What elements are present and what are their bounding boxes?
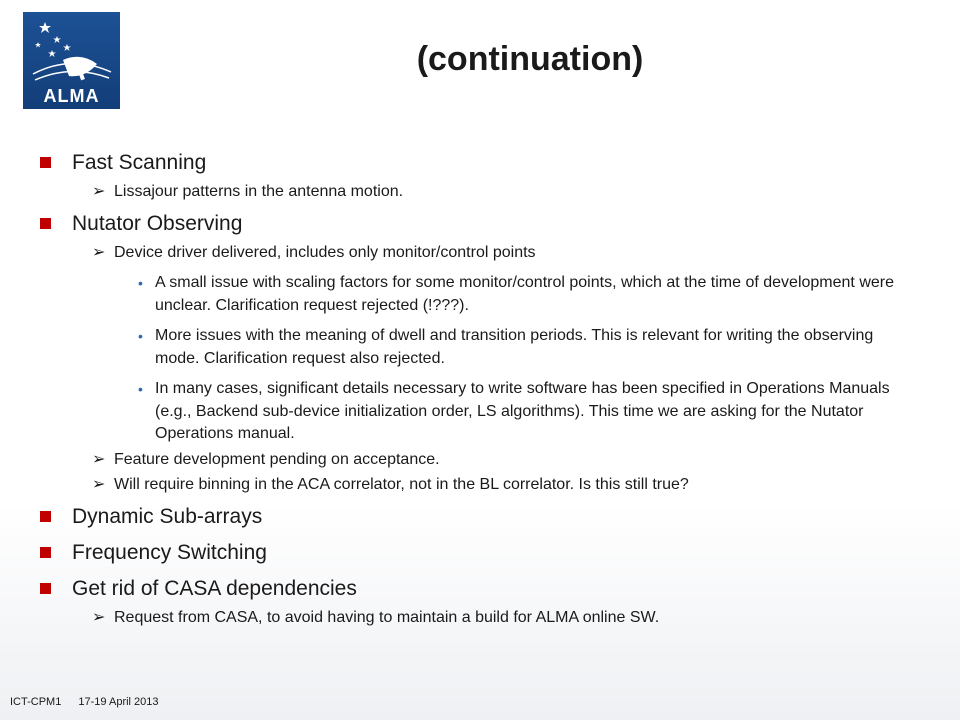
bullet-text: Dynamic Sub-arrays bbox=[72, 504, 263, 528]
bullet-level-1 bbox=[40, 504, 920, 529]
bullet-level-1 bbox=[40, 540, 920, 565]
square-bullet-icon bbox=[40, 157, 51, 168]
bullet-text: Nutator Observing bbox=[72, 212, 243, 235]
bullet-level-1 bbox=[40, 576, 920, 601]
bullet-level-2 bbox=[40, 243, 920, 263]
bullet-text: Will require binning in the ACA correlator, not in the BL correlator. Is this still true? bbox=[114, 475, 689, 493]
bullet-level-3 bbox=[40, 378, 920, 446]
arrow-bullet-icon: ➢ bbox=[92, 475, 106, 493]
bullet-text: Device driver delivered, includes only monitor/control points bbox=[114, 244, 536, 261]
arrow-bullet-icon: ➢ bbox=[92, 608, 106, 626]
bullet-level-2 bbox=[40, 608, 920, 628]
dot-bullet-icon: • bbox=[138, 381, 143, 397]
bullet-level-3 bbox=[40, 272, 920, 317]
square-bullet-icon bbox=[40, 218, 51, 229]
arrow-bullet-icon: ➢ bbox=[92, 450, 106, 468]
square-bullet-icon bbox=[40, 547, 51, 558]
bullet-text: A small issue with scaling factors for some monitor/control points, which at the time of development were unclear. Clarification request rejected (!???). bbox=[155, 274, 894, 314]
slide-content bbox=[40, 150, 920, 637]
bullet-text: Get rid of CASA dependencies bbox=[72, 576, 357, 600]
bullet-level-2 bbox=[40, 182, 920, 202]
logo-text: ALMA bbox=[43, 86, 100, 106]
bullet-level-1 bbox=[40, 211, 920, 236]
arrow-bullet-icon: ➢ bbox=[92, 183, 106, 200]
bullet-level-3 bbox=[40, 325, 920, 370]
bullet-text: Fast Scanning bbox=[72, 151, 207, 174]
footer bbox=[10, 696, 173, 708]
bullet-text: Feature development pending on acceptance. bbox=[114, 450, 440, 468]
bullet-level-2 bbox=[40, 450, 920, 470]
square-bullet-icon bbox=[40, 583, 51, 594]
dot-bullet-icon: • bbox=[138, 328, 143, 344]
bullet-level-2 bbox=[40, 475, 920, 495]
dot-bullet-icon: • bbox=[138, 275, 143, 291]
footer-event: ICT-CPM1 bbox=[10, 696, 62, 708]
bullet-level-1 bbox=[40, 150, 920, 175]
bullet-text: In many cases, significant details necessary to write software has been specified in Operations Manuals (e.g., Backend sub-device initialization order, LS algorithms). This time we are asking for the Nutator Operations manual. bbox=[155, 380, 890, 442]
slide-title: (continuation) bbox=[416, 40, 644, 78]
bullet-text: Lissajour patterns in the antenna motion. bbox=[114, 183, 404, 200]
square-bullet-icon bbox=[40, 511, 51, 522]
bullet-text: More issues with the meaning of dwell and transition periods. This is relevant for writing the observing mode. Clarification request also rejected. bbox=[155, 327, 874, 367]
bullet-text: Request from CASA, to avoid having to maintain a build for ALMA online SW. bbox=[114, 608, 660, 626]
footer-date: 17-19 April 2013 bbox=[78, 696, 159, 708]
bullet-text: Frequency Switching bbox=[72, 540, 267, 564]
arrow-bullet-icon: ➢ bbox=[92, 244, 106, 261]
